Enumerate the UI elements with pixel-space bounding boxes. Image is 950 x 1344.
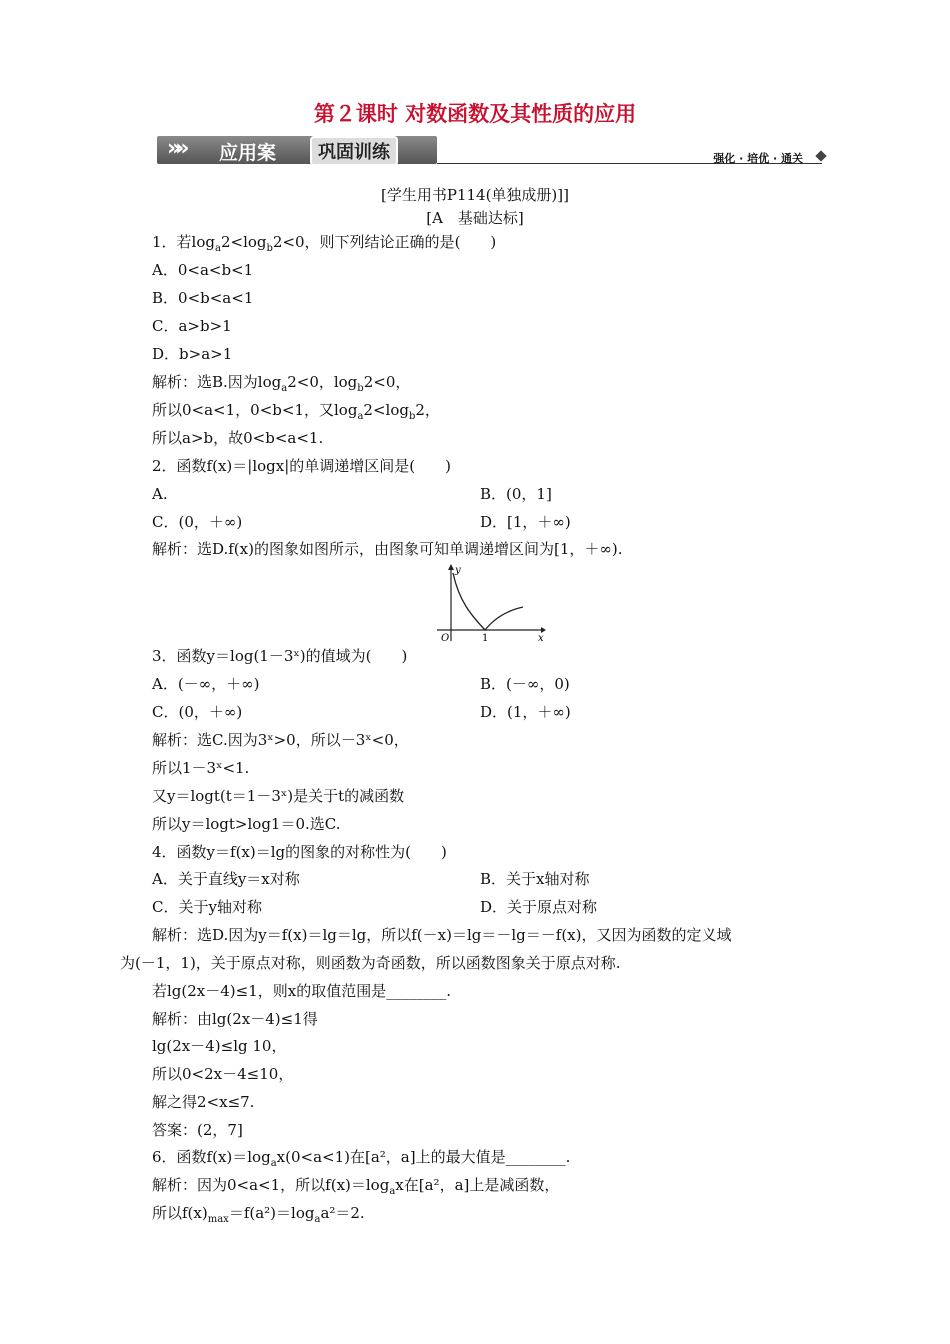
solution-5c: 所以0<2x－4≤10，: [152, 1065, 294, 1083]
page-title: 第２课时 对数函数及其性质的应用: [313, 102, 637, 126]
solution-2: 解析：选D.f(x)的图象如图所示，由图象可知单调递增区间为[1，＋∞).: [152, 540, 623, 558]
question-4: 4．函数y＝f(x)＝lg的图象的对称性为( ): [152, 843, 447, 861]
solution-4a: 解析：选D.因为y＝f(x)＝lg＝lg，所以f(－x)＝lg＝－lg＝－f(x)，又因为函数的定义域: [152, 926, 732, 944]
solution-1b: 所以0<a<1，0<b<1，又$\log_a2<\log_b2$，: [152, 401, 440, 422]
book-reference: [学生用书P114(单独成册)]]: [381, 186, 569, 204]
option-4d: D．关于原点对称: [480, 898, 598, 916]
solution-5b: lg(2x－4)≤lg 10，: [152, 1037, 287, 1055]
option-2b: B．(0，1]: [480, 485, 552, 503]
y-axis-arrow-icon: [448, 564, 454, 570]
solution-3d: 所以y＝logt>log1＝0.选C.: [152, 815, 341, 833]
origin-label: O: [441, 633, 450, 643]
solution-1c: 所以a>b，故0<b<a<1.: [152, 429, 324, 447]
y-label: y: [455, 565, 461, 576]
section-banner: [157, 134, 835, 170]
solution-3c: 又y＝logt(t＝1－3ˣ)是关于t的减函数: [152, 787, 405, 805]
banner-tags: 强化 · 培优 · 通关: [713, 152, 803, 165]
option-2c: C．(0，＋∞): [152, 513, 243, 531]
solution-6b: 所以$f(x)_{max}=f(a^2)=\log_aa^2=2$.: [152, 1204, 365, 1225]
question-6: 6．函数$f(x)=\log_ax(0<a<1)$在[a²，a]上的最大值是________.: [152, 1148, 571, 1169]
option-4c: C．关于y轴对称: [152, 898, 262, 916]
question-2: 2．函数f(x)＝|logx|的单调递增区间是( ): [152, 457, 451, 475]
solution-4b: 为(－1，1)，关于原点对称，则函数为奇函数，所以函数图象关于原点对称.: [120, 954, 621, 972]
function-graph: [435, 563, 547, 643]
option-3a: A．(－∞，＋∞): [152, 675, 260, 693]
option-2d: D．[1，＋∞): [480, 513, 571, 531]
question-1: 1．若$\log_a2<\log_b2<0$，则下列结论正确的是( ): [152, 233, 497, 254]
option-1c: C．a>b>1: [152, 317, 232, 335]
banner-left-label: 应用案: [219, 142, 277, 164]
solution-5a: 解析：由lg(2x－4)≤1得: [152, 1010, 318, 1028]
answer-5: 答案：(2，7]: [152, 1121, 243, 1139]
question-5: 若lg(2x－4)≤1，则x的取值范围是________.: [152, 982, 451, 1000]
option-2a: A.: [152, 485, 168, 503]
option-3d: D．(1，＋∞): [480, 703, 571, 721]
graph-curve: [453, 573, 523, 630]
solution-1a: 解析：选B.因为$\log_a2<0$，$\log_b2<0$，: [152, 373, 411, 394]
x-label: x: [538, 633, 544, 643]
solution-5d: 解之得2<x≤7.: [152, 1093, 255, 1111]
question-3: 3．函数y＝log(1－3ˣ)的值域为( ): [152, 647, 408, 665]
diamond-icon: [815, 150, 826, 161]
chevron-icon: »»: [167, 136, 184, 161]
option-3c: C．(0，＋∞): [152, 703, 243, 721]
tick-label: 1: [482, 633, 489, 643]
option-4b: B．关于x轴对称: [480, 870, 590, 888]
section-heading: [A 基础达标]: [426, 209, 524, 227]
option-1d: D．b>a>1: [152, 345, 233, 363]
option-1a: A．0<a<b<1: [152, 261, 254, 279]
solution-3b: 所以1－3ˣ<1.: [152, 759, 250, 777]
option-1b: B．0<b<a<1: [152, 289, 254, 307]
solution-6a: 解析：因为0<a<1，所以$f(x)=\log_ax$在[a²，a]上是减函数，: [152, 1176, 560, 1197]
solution-3a: 解析：选C.因为3ˣ>0，所以－3ˣ<0，: [152, 731, 409, 749]
option-4a: A．关于直线y＝x对称: [152, 870, 300, 888]
option-3b: B．(－∞，0): [480, 675, 570, 693]
banner-right-label: 巩固训练: [310, 136, 398, 166]
